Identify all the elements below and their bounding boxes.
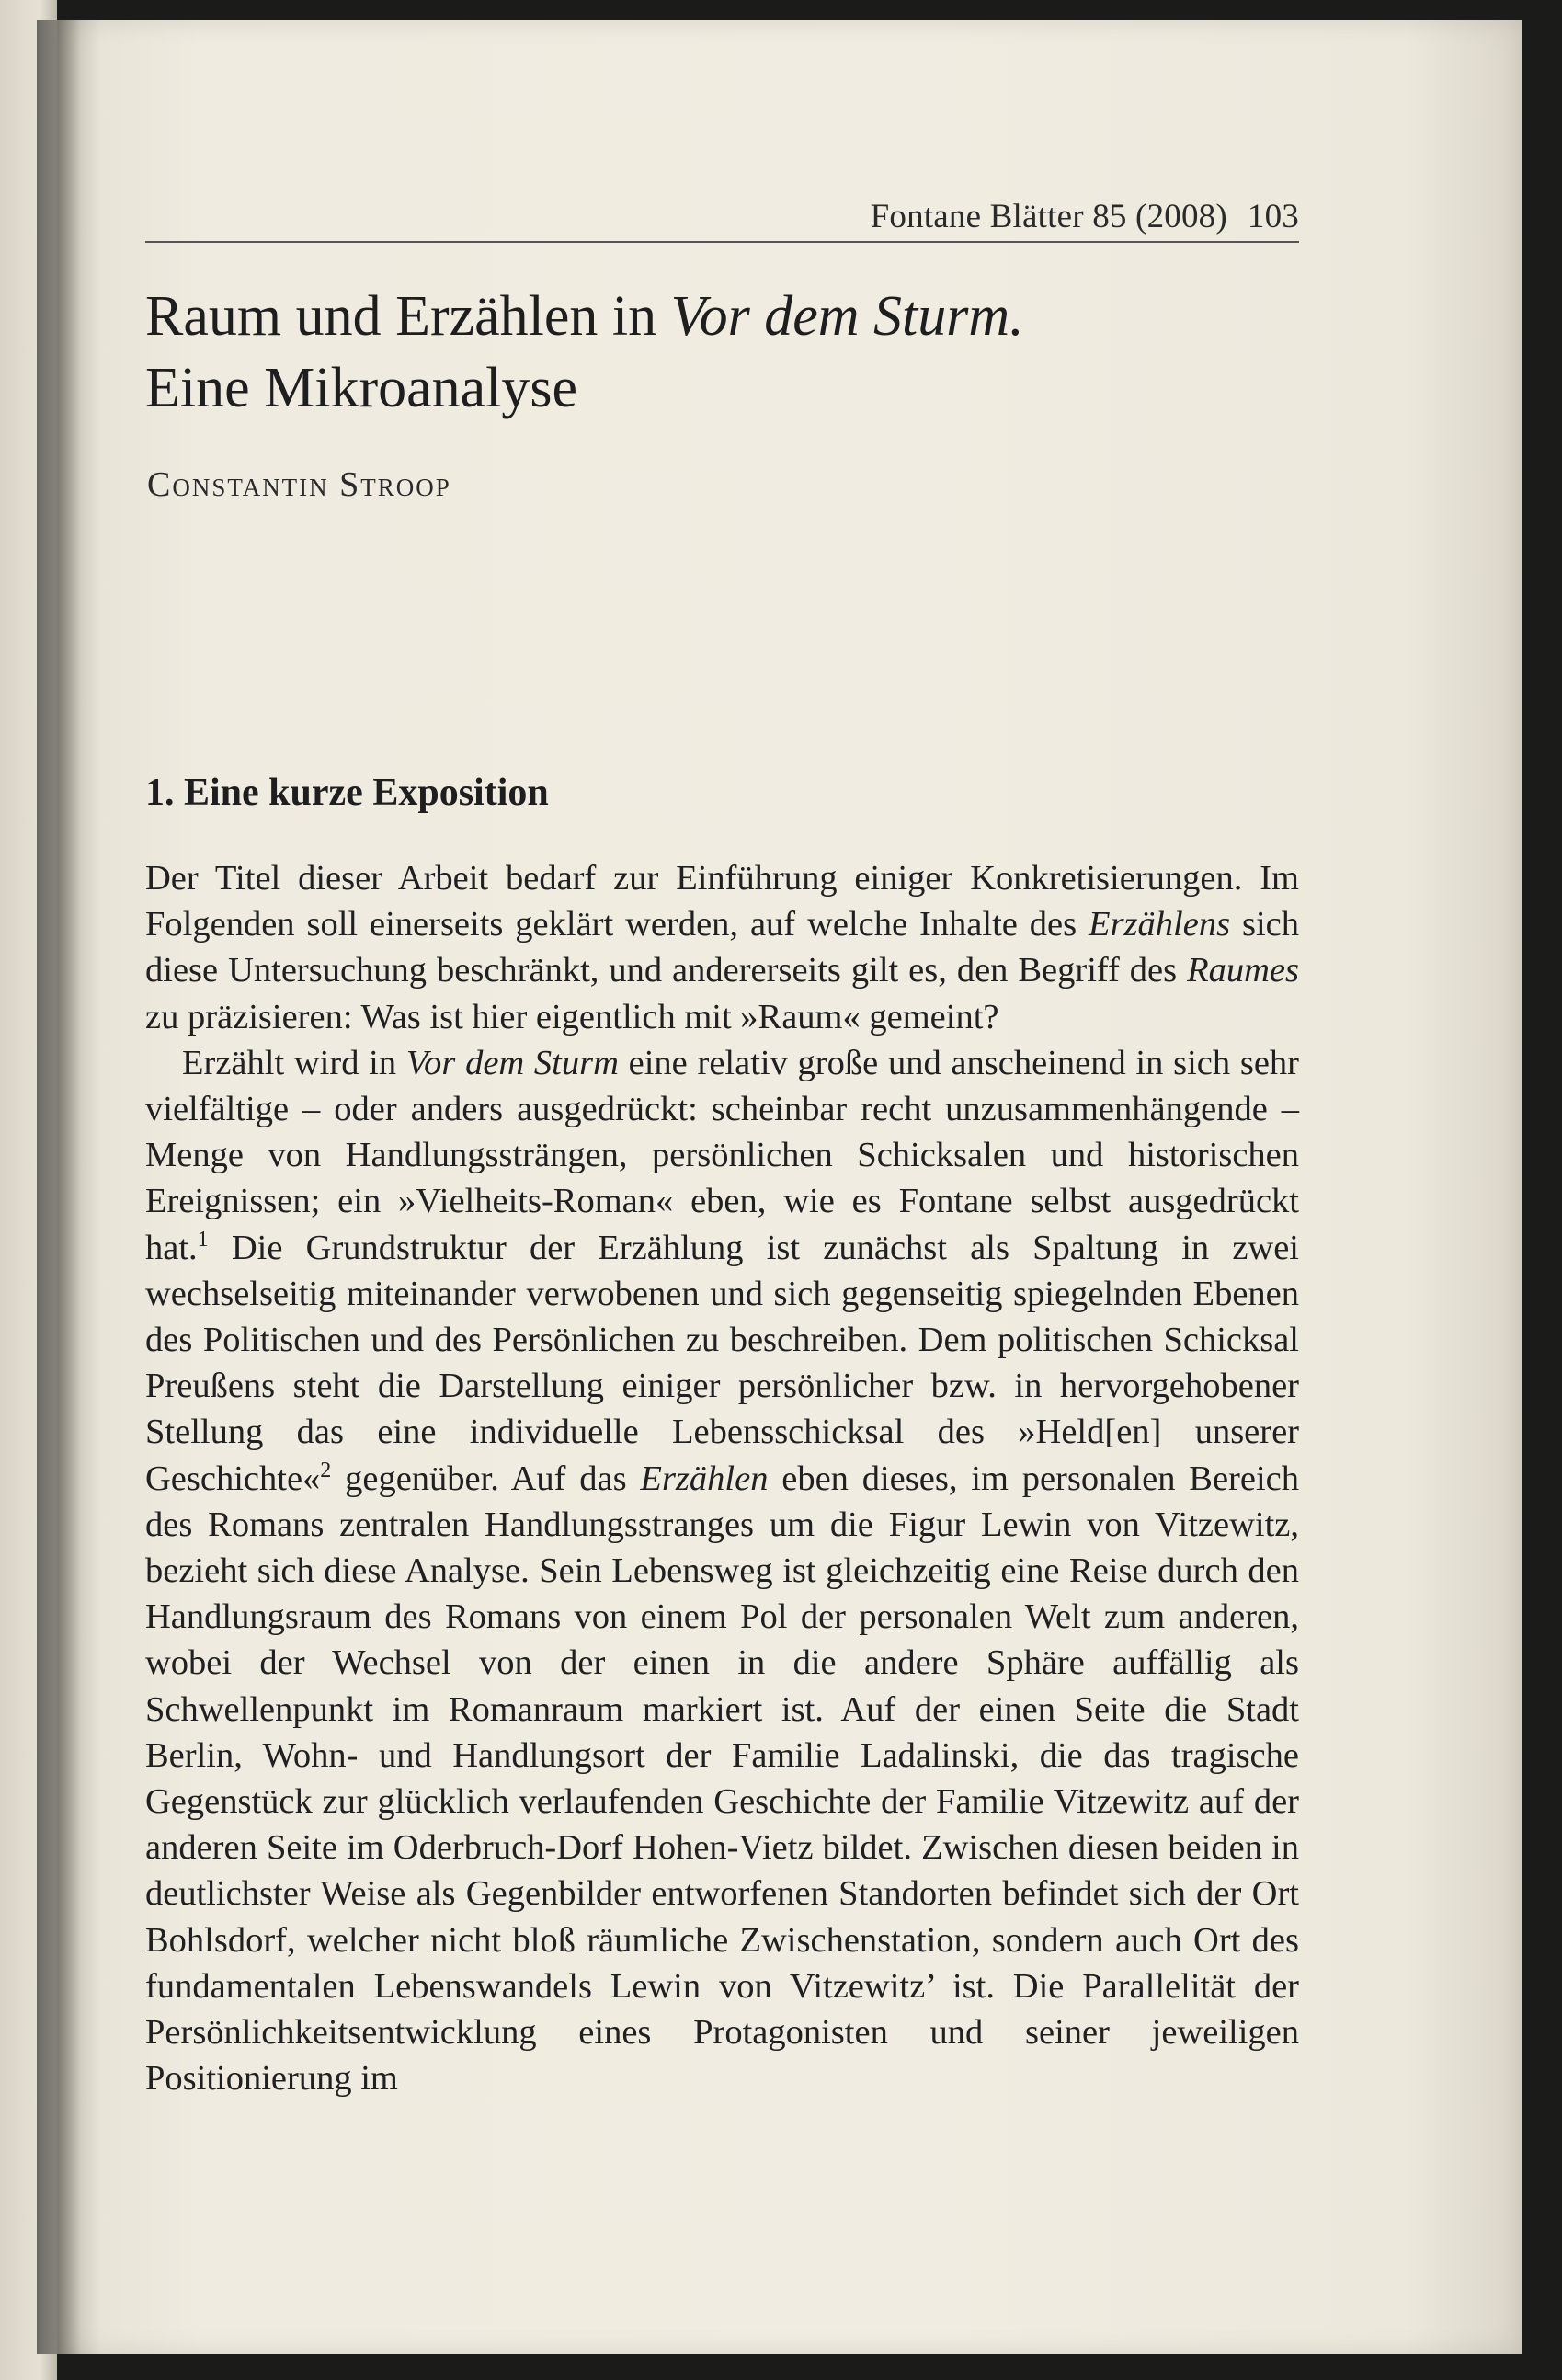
header-rule bbox=[145, 241, 1299, 243]
p2-text-5: eben dieses, im personalen Bereich des Romans zentralen Handlungsstranges um die Figur Lewin von Vitzewitz, bezieht sich diese Analyse. Sein Lebensweg ist gleichzeitig eine Reise durch den Handlungsraum des Romans von einem Pol der personalen Welt zum anderen, wobei der Wechsel von der einen in die andere Sphäre auffällig als Schwellenpunkt im Romanraum markiert ist. Auf der einen Seite die Stadt Berlin, Wohn- und Handlungsort der Familie Ladalinski, die das tragische Gegenstück zur glücklich verlaufenden Geschichte der Familie Vitzewitz auf der anderen Seite im Oderbruch-Dorf Hohen-Vietz bildet. Zwischen diesen beiden in deutlichster Weise als Gegenbilder entworfenen Standorten befindet sich der Ort Bohlsdorf, welcher nicht bloß räumliche Zwischenstation, sondern auch Ort des fundamentalen Lebenswandels Lewin von Vitzewitz’ ist. Die Parallelität der Persönlichkeitsentwicklung eines Protagonisten und seiner jeweiligen Positionierung im bbox=[145, 1459, 1299, 2099]
title-italic: Vor dem Sturm. bbox=[670, 285, 1024, 348]
p2-text-2: eine relativ große und anscheinend in sich sehr vielfältige – oder anders ausgedrückt: scheinbar recht unzusammenhängende – Menge von Handlungssträngen, persönlichen Schicksalen und historischen Ereignissen; ein »Vielheits-Roman« eben, wie es Fontane selbst ausgedrückt hat. bbox=[145, 1043, 1299, 1267]
body-text bbox=[145, 855, 1299, 2101]
p2-italic-1: Vor dem Sturm bbox=[405, 1043, 619, 1082]
article-title bbox=[145, 280, 1340, 424]
footnote-marker-1: 1 bbox=[197, 1227, 209, 1252]
footnote-marker-2: 2 bbox=[320, 1458, 332, 1482]
paragraph-2 bbox=[145, 1040, 1299, 2102]
title-part1: Raum und Erzählen in bbox=[145, 285, 671, 348]
p1-text-1: Der Titel dieser Arbeit bedarf zur Einführung einiger Konkretisierungen. Im Folgenden soll einerseits geklärt werden, auf welche Inhalte des bbox=[145, 859, 1299, 944]
p1-italic-1: Erzählens bbox=[1089, 905, 1231, 944]
author-name: Constantin Stroop bbox=[147, 465, 451, 504]
p1-text-2: sich diese Untersuchung beschränkt, und andererseits gilt es, den Begriff des bbox=[145, 905, 1299, 990]
page-number: 103 bbox=[1247, 198, 1299, 235]
paragraph-1 bbox=[145, 855, 1299, 1040]
p1-italic-2: Raumes bbox=[1187, 951, 1299, 990]
title-line2: Eine Mikroanalyse bbox=[145, 357, 578, 419]
spine-shadow bbox=[37, 20, 81, 2354]
running-head bbox=[145, 197, 1299, 236]
p2-text-4: gegenüber. Auf das bbox=[331, 1459, 641, 1498]
p2-text-1: Erzählt wird in bbox=[182, 1043, 406, 1082]
section-heading: 1. Eine kurze Exposition bbox=[145, 772, 549, 814]
p2-text-3: Die Grundstruktur der Erzählung ist zunächst als Spaltung in zwei wechselseitig miteinander verwobenen und sich gegenseitig spiegelnden Ebenen des Politischen und des Persönlichen zu beschreiben. Dem politischen Schicksal Preußens steht die Darstellung einiger persönlicher bzw. in hervorgehobener Stellung das eine individuelle Lebensschicksal des »Held[en] unserer Geschichte« bbox=[145, 1228, 1299, 1498]
journal-citation: Fontane Blätter 85 (2008) bbox=[870, 198, 1227, 235]
p2-italic-2: Erzählen bbox=[640, 1459, 769, 1498]
p1-text-3: zu präzisieren: Was ist hier eigentlich mit »Raum« gemeint? bbox=[145, 997, 999, 1036]
